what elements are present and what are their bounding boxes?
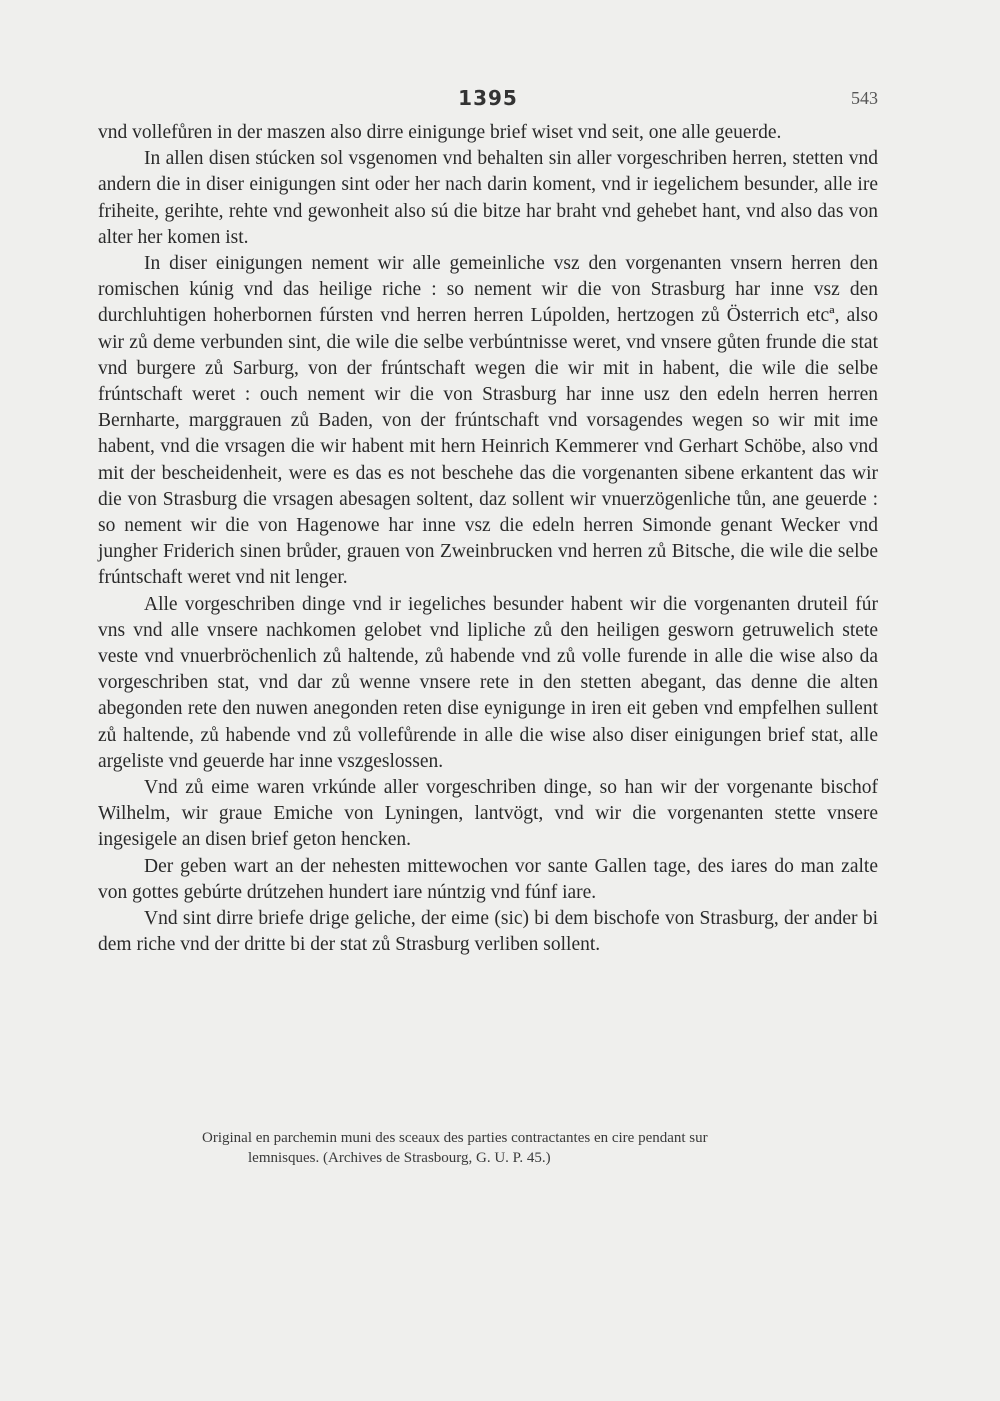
source-note-line-2: lemnisques. (Archives de Strasbourg, G. U. P. 45.) [248,1150,551,1166]
source-note [202,1128,878,1168]
source-note-line-1: Original en parchemin muni des sceaux des parties contractantes en cire pendant sur [202,1130,708,1146]
paragraph-7: Vnd sint dirre briefe drige geliche, der eime (sic) bi dem bischofe von Strasburg, der ander bi dem riche vnd der dritte bi der stat zů Strasburg verliben sollent. [98,908,878,956]
page-number: 543 [851,88,878,108]
paragraph-2: In allen disen stúcken sol vsgenomen vnd behalten sin aller vorgeschriben herren, stetten vnd andern die in diser einigungen sint oder her nach darin koment, vnd ir iegelichem besunder, alle ire friheite, gerihte, rehte vnd gewonheit also sú die bitze har braht vnd gehebet hant, vnd also das von alter her komen ist. [98,148,878,248]
paragraph-1: vnd vollefůren in der maszen also dirre einigunge brief wiset vnd seit, one alle geuerde. [98,122,782,143]
paragraph-4: Alle vorgeschriben dinge vnd ir iegeliches besunder habent wir die vorgenanten druteil fúr vns vnd alle vnsere nachkomen gelobet vnd lipliche zů den heiligen gesworn getruwelich stete veste vnd vnuerbröchenlich zů haltende, zů habende vnd zů volle furende in alle die wise also da vorgeschriben stat, vnd dar zů wenne vnsere rete in den stetten abegant, das denne die alten abegonden rete den nuwen anegonden reten dise eynigunge in iren eit geben vnd empfelhen sullent zů haltende, zů habende vnd zů vollefůrende in alle die wise also diser einigungen brief stat, alle argeliste vnd geuerde har inne vszgeslossen. [98,593,878,772]
page-header [98,84,878,114]
body-text [98,120,878,959]
paragraph-5: Vnd zů eime waren vrkúnde aller vorgeschriben dinge, so han wir der vorgenante bischof Wilhelm, wir graue Emiche von Lyningen, lantvögt, vnd wir die vorgenanten stette vnsere ingesigele an disen brief geton hencken. [98,777,878,851]
paragraph-6: Der geben wart an der nehesten mittewochen vor sante Gallen tage, des iares do man zalte von gottes gebúrte drútzehen hundert iare núntzig vnd fúnf iare. [98,855,878,903]
year-heading: 1395 [458,86,518,110]
paragraph-3: In diser einigungen nement wir alle gemeinliche vsz den vorgenanten vnsern herren den romischen kúnig vnd das heilige riche : so nement wir die von Strasburg har inne vsz den durchluhtigen hoherbornen fúrsten vnd herren herren Lúpolden, hertzogen zů Österrich etcª, also wir zů deme verbunden sint, die wile die selbe verbúntnisse weret, vnd vnsere gůten frunde die stat vnd burgere zů Sarburg, von der frúntschaft wegen die wir mit in habent, die wile die selbe frúntschaft weret : ouch nement wir die von Strasburg har inne usz den edeln herren herren Bernharte, marggrauen zů Baden, von der frúntschaft vnd vorsagendes wegen so wir mit ime habent, vnd die vrsagen die wir habent mit hern Heinrich Kemmerer vnd Gerhart Schöbe, also vnd mit der bescheidenheit, were es das es not beschehe das die vorgenanten sibene erkantent das wir die von Strasburg die vrsagen abesagen soltent, daz sollent wir vnuerzögenliche tůn, ane geuerde : so nement wir die von Hagenowe har inne vsz die edeln herren Simonde genant Wecker vnd jungher Friderich sinen brůder, grauen von Zweinbrucken vnd herren zů Bitsche, die wile die selbe frúntschaft weret vnd nit lenger. [98,253,878,589]
